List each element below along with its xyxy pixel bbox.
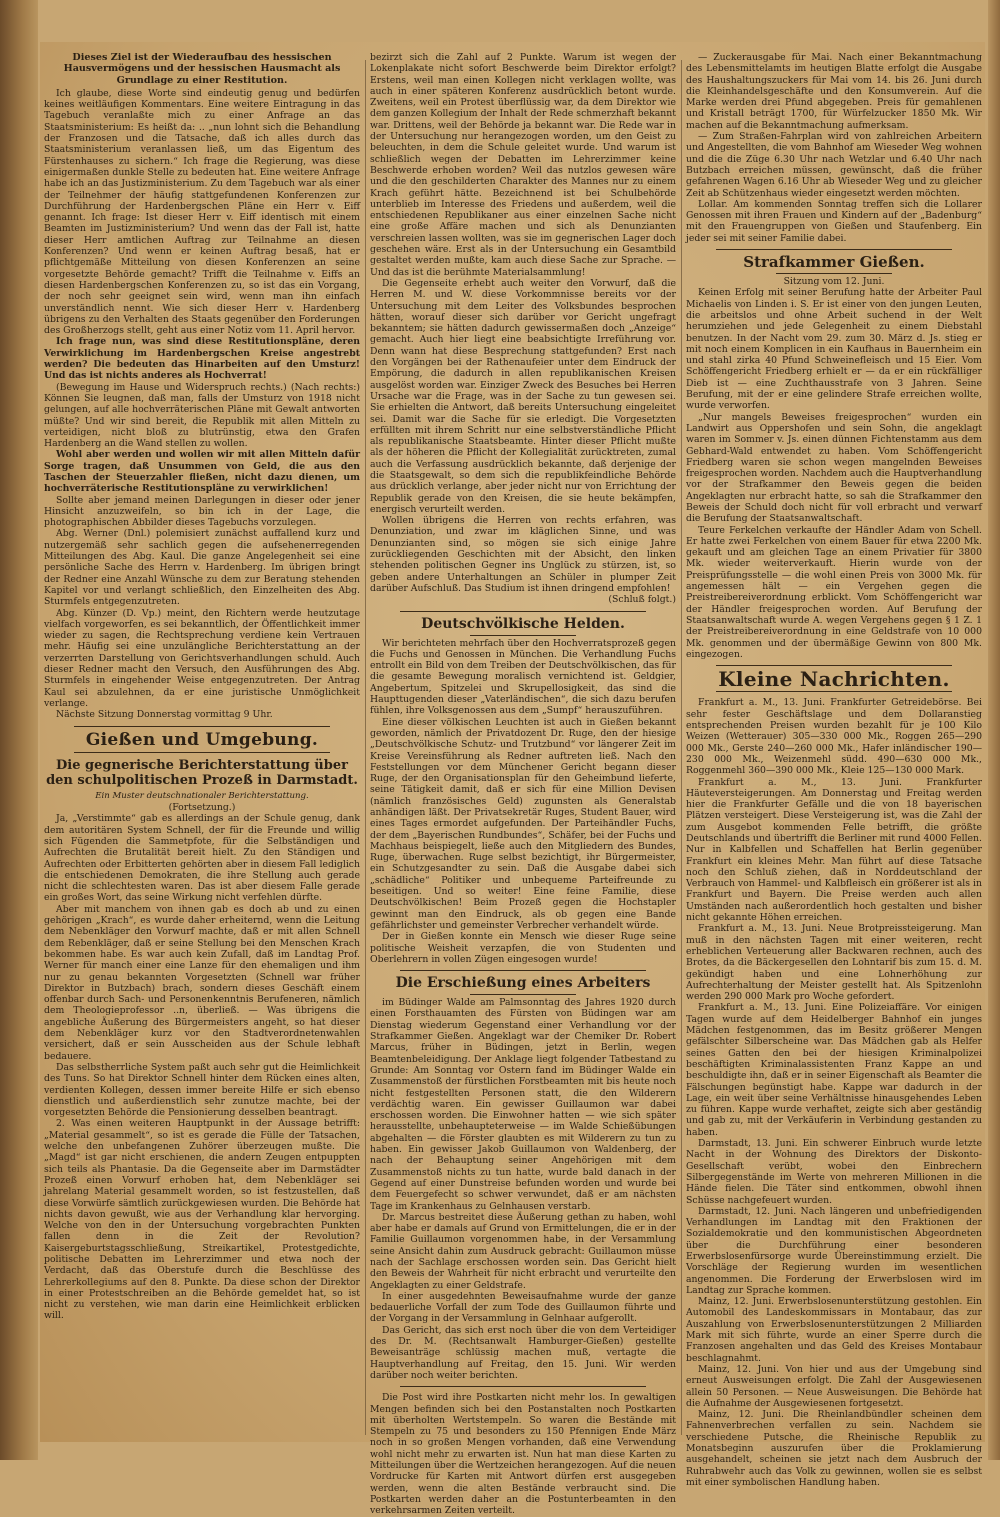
news-item: Frankfurt a. M., 13. Juni. Frankfurter Getreidebörse. Bei sehr fester Geschäftslage und dem Dollaranstieg entsprechenden Preisen wurden bezahlt für je 100 Kilo Weizen (Wetterauer) 305—330 000 Mk., Roggen 265—290 000 Mk., Gerste 240—260 000 Mk., Hafer inländischer 190—230 000 Mk., Weizenmehl südd. 490—630 000 Mk., Roggenmehl 360—390 000 Mk., Kleie 125—130 000 Mark. (686, 697, 982, 777)
paragraph: Abg. Künzer (D. Vp.) meint, den Richtern werde heutzutage vielfach vorgeworfen, es sei bekanntlich, der Öffentlichkeit immer wieder zu sagen, die Rechtsprechung verdiene kein Vertrauen mehr. Häufig sei eine unzulängliche Berichterstattung an der verzerrten Darstellung von Gerichtsverhandlungen schuld. Auch dieser Redner macht den Versuch, den Ausführungen des Abg. Sturmfels in eingehender Weise entgegenzutreten. Der Antrag Kaul sei abzulehnen, da er eine juristische Unmöglichkeit verlange. (44, 607, 360, 709)
paragraph: Das selbstherrliche System paßt auch sehr gut die Heimlichkeit des Tuns. So hat Direktor Schnell hinter dem Rücken eines alten, verdienten Kollegen, dessen immer bereite Hilfe er sich ebenso dienstlich und außerdienstlich sehr zunutze machte, bei der vorgesetzten Behörde die Pensionierung desselben beantragt. (44, 1061, 360, 1119)
section-heading: Strafkammer Gießen. (743, 253, 925, 272)
paragraph: Dr. Marcus bestreitet diese Äußerung gethan zu haben, wohl aber habe er damals auf Grund von Ermittelungen, die er in der Familie Guillaumon vorgenommen habe, in der Versammlung seine Ansicht dahin zum Ausdruck gebracht: Guillaumon müsse nach der Sachlage erschossen worden sein. Das Gericht hielt den Beweis der Wahrheit für nicht erbracht und verurteilte den Angeklagten zu einer Geldstrafe. (370, 1211, 676, 1291)
divider (470, 994, 576, 995)
news-item: Mainz, 12. Juni. Erwerbslosenunterstützung gestohlen. Ein Automobil des Landeskommissars in Montabaur, das zur Auszahlung von Erwerbslosenunterstützungen 2 Milliarden Mark mit sich führte, wurde an einer Sperre durch die Franzosen angehalten und das Geld des Kreises Montabaur beschlagnahmt. (686, 1296, 982, 1364)
news-item: Frankfurt a. M., 13. Juni. Eine Polizeiaffäre. Vor einigen Tagen wurde auf dem Heidelberger Bahnhof ein junges Mädchen festgenommen, das im Besitz größerer Mengen gefälschter Silberscheine war. Das Mädchen gab als Helfer seines Gatten den bei der hiesigen Kriminalpolizei beschäftigten Kriminalassistenten Franz Kappe an und beschuldigte ihn, daß er in seiner Eigenschaft als Beamter die Fälschungen begünstigt habe. Kappe war dadurch in der Lage, ein weit über seine Verhältnisse hinausgehendes Leben zu führen. Kappe wurde verhaftet, zeigte sich aber geständig und gab zu, mit der Verkäuferin in Verbindung gestanden zu haben. (686, 1002, 982, 1138)
divider (716, 249, 952, 250)
paragraph: Das Gericht, das sich erst noch über die von dem Verteidiger des Dr. M. (Rechtsanwalt Hamburger-Gießen) gestellte Beweisanträge schlüssig machen muß, vertagte die Hauptverhandlung auf Freitag, den 15. Juni. Wir werden darüber noch weiter berichten. (370, 1324, 676, 1381)
paragraph: bezirzt sich die Zahl auf 2 Punkte. Warum ist wegen der Lokenplakate nicht sofort Beschwerde beim Direktor erfolgt? Erstens, weil man einen Kollegen nicht verklagen wollte, was auch in einer späteren Konferenz ausdrücklich betont wurde. Zweitens, weil ein Protest überflüssig war, da dem Direktor wie dem ganzen Kollegium der Inhalt der Rede schmerzhaft bekannt war. Drittens, weil der Behörde ja bekannt war. Die Rede war in der Untersuchung nur herangezogen worden, um den Geist zu beleuchten, in dem die Schule geleitet wurde. Und warum ist schließlich wegen der Debatten im Lehrerzimmer keine Beschwerde erhoben worden? Weil das nutzlos gewesen wäre und die den geschilderten Charakter des Mannes nur zu einem Krach geführt hätte. Bezeichnend ist bei Schulbehörde unterblieb im Interesse des Friedens und außerdem, weil die entschiedenen Republikaner aus einer einzelnen Sache nicht eine große Affäre machen und sich als Denunzianten verschreien lassen wollten, was sie im gegnerischen Lager doch geschehen wäre. Erst als in der Untersuchung ein Gesamtbild gestaltet werden mußte, kam auch diese Sache zur Sprache. — Und das ist die berühmte Materialsammlung! (370, 52, 676, 278)
column-2 (370, 52, 676, 1517)
article-title: Deutschvölkische Helden. (421, 615, 625, 632)
paragraph: Die Gegenseite erhebt auch weiter den Vorwurf, daß die Herren M. und W. diese Vorkommnisse bereits vor der Untersuchung mit dem Leiter des Volksbundes besprochen hätten, worauf dieser sich darüber vor Gericht ungefragt bekanntem; sie hätten dadurch gewissermaßen doch „Anzeige“ gemacht. Auch hier liegt eine beabsichtigte Irreführung vor. Denn wann hat diese Besprechung stattgefunden? Erst nach den Vorgängen bei der Rathenaufeier unter dem Eindruck der Empörung, die dadurch in allen republikanischen Kreisen ausgelöst worden war. Einziger Zweck des Besuches bei Herren Ursache war die Frage, was in der Sache zu tun gewesen sei. Sie erhielten die Antwort, daß bereits Untersuchung eingeleitet sei. Damit war die Sache für sie erledigt. Die Vorgesetzten erfüllten mit ihrem Schritt nur eine selbstverständliche Pflicht als republikanische Staatsbeamte. Hinter dieser Pflicht mußte als der höheren die Pflicht der Kollegialität zurücktreten, zumal auch die Verfassung ausdrücklich bekannte, daß derjenige der die Staatsgewalt, so dem sich die republikfeindliche Behörde aus drücklich verlange, aber jeder nicht nur von Errichtung der Republik gerade von den Kreisen, die sie heute bekämpfen, energisch verurteilt werden. (370, 277, 676, 515)
paragraph: — Zuckerausgabe für Mai. Nach einer Bekanntmachung des Lebensmittelamts im heutigen Blatte erfolgt die Ausgabe des Haushaltungszuckers für Mai vom 14. bis 26. Juni durch die Kleinhandelsgeschäfte und den Konsumverein. Auf die Marke werden drei Pfund abgegeben. Preis für gemahlenen und Kristall beträgt 1700, für Würfelzucker 1850 Mk. Wir machen auf die Bekanntmachung aufmerksam. (686, 52, 982, 131)
paragraph: Wir berichteten mehrfach über den Hochverratsprozeß gegen die Fuchs und Genossen in München. Die Verhandlung Fuchs entrollt ein Bild von dem Treiben der Deutschvölkischen, das für die gesamte Bewegung moralisch vernichtend ist. Geldgier, Angebertum, Spitzelei und Skrupellosigkeit, das sind die Haupttugenden dieser „Vaterländischen“, die sich dazu berufen fühlen, ihre Volksgenossen aus dem „Sumpf“ herauszuführen. (370, 637, 676, 717)
book-binding (0, 0, 38, 1460)
divider (716, 665, 952, 666)
paragraph: (Bewegung im Hause und Widerspruch rechts.) (Nach rechts:) Können Sie leugnen, daß man, falls der Umsturz von 1918 nicht gelungen, auf alle hochverräterischen Pläne mit Gewalt antworten müßte? Und wir sind bereit, die Republik mit allen Mitteln zu verteidigen, nicht bloß zu blutrünstig, etwa den Grafen Hardenberg an die Wand stellen zu wollen. (44, 381, 360, 450)
news-item: Darmstadt, 12. Juni. Nach längeren und unbefriedigenden Verhandlungen im Landtag mit den Fraktionen der Sozialdemokratie und den kommunistischen Abgeordneten über die Durchführung einer besonderen Erwerbslosenfürsorge wurde Übereinstimmung erzielt. Die Vorschläge der Regierung wurden im wesentlichen angenommen. Die Forderung der Erwerbslosen wird im Landtag zur Sprache kommen. (686, 1205, 982, 1296)
column-1 (44, 52, 360, 1437)
paragraph: Ja, „Verstimmte“ gab es allerdings an der Schule genug, dank dem autoritären System Schnell, der für die Freunde und willig sich Fügenden die Sammetpfote, für die Selbständigen und Aufrechten die Brutalität bereit hielt. Zu den Ständigen und Aufrechten oder Erbitterten gehörten aber in diesem Fall lediglich die entschiedenen Demokraten, die ihre Stellung auch gerade nicht die schlechtesten waren. Das ist aber diesem Falle gerade ein großes Wort, das seine Wirkung nicht verfehlen dürfte. (44, 813, 360, 904)
news-item: Mainz, 12. Juni. Von hier und aus der Umgebung sind erneut Ausweisungen erfolgt. Die Zahl der Ausgewiesenen allein 50 Personen. — Neue Ausweisungen. Die Behörde hat die Aufnahme der Ausgewiesenen fortgesetzt. (686, 1363, 982, 1409)
paragraph: — Zum Straßen-Fahrplan wird von zahlreichen Arbeitern und Angestellten, die vom Bahnhof am Wieseder Weg wohnen und die die Züge 6.30 Uhr nach Wetzlar und 6.40 Uhr nach Butzbach erreichen müssen, gewünscht, daß die früher gefahrenen Wagen 6.16 Uhr ab Wieseder Weg und zu gleicher Zeit ab Schützenhaus wieder eingesetzt werden möchten. (686, 131, 982, 199)
column-rule (681, 60, 682, 1435)
intro-quote: Dieses Ziel ist der Wiederaufbau des hessischen Hausvermögens und der hessischen Hausmacht als Grundlage zu einer Restitution. (63, 52, 341, 86)
paragraph: Aber mit manchem von ihnen gab es doch ab und zu einen gehörigen „Krach“, es wurde daher erheiternd, wenn die Leitung dem Nebenkläger den Vorwurf machte, daß er mit allen Schnell dem Rebenkläger, daß er seine Stellung bei den Menschen Krach bekommen habe. Es war auch kein Zufall, daß im Landtag Prof. Werner für manch einer eine Lanze für den ehemaligen und ihm nur zu genau bekannten Vorgesetzten (Schnell war früher Direktor in Butzbach) brach, sondern dieses Geschäft einem offenbar durch Sach- und Personenkenntnis Berufeneren, nämlich dem Theologieprofessor ..n, überließ. — Was übrigens die angebliche Äußerung des Bürgermeisters angeht, so hat dieser dem Nebenkläger kurz vor den Stadtverordnetenwahlen versichert, daß er sein Ausscheiden aus der Schule lebhaft bedauere. (44, 903, 360, 1062)
paragraph: Die Post wird ihre Postkarten nicht mehr los. In gewaltigen Mengen befinden sich bei den Postanstalten noch Postkarten mit überholten Wertstempeln. So waren die Bestände mit Stempeln zu 75 und besonders zu 150 Pfennigen Ende März noch in so großen Mengen vorhanden, daß eine Verwendung wohl nicht mehr zu erwarten ist. Nun hat man diese Karten zu Mitteilungen über die Wertzeichen herangezogen. Auf die neuen Vordrucke für Karten mit Antwort dürfen erst ausgegeben werden, wenn die alten Bestände verbraucht sind. Die Postkarten werden daher an die Postunterbeamten in den verkehrsarmen Zeiten verteilt. (370, 1392, 676, 1517)
paragraph: Keinen Erfolg mit seiner Berufung hatte der Arbeiter Paul Michaelis von Linden i. S. Er ist einer von den jungen Leuten, die arbeitslos und ohne Arbeit suchend in der Welt herumziehen und jede Gelegenheit zu einem Diebstahl benutzen. In der Nacht vom 29. zum 30. März d. Js. stieg er mit noch einem Komplicen in ein Kaufhaus in Bauernheim ein und stahl zirka 40 Pfund Schweinefleisch und 15 Eier. Vom Schöffengericht Friedberg erhielt er — da er ein rückfälliger Dieb ist — eine Zuchthausstrafe von 3 Jahren. Seine Berufung, mit der er eine gelindere Strafe erreichen wollte, wurde verworfen. (686, 287, 982, 412)
news-item: Frankfurt a. M., 13. Juni. Frankfurter Häuteversteigerungen. Am Donnerstag und Freitag werden hier die Frankfurter Gefälle und die von 18 bayerischen Plätzen versteigert. Diese Versteigerung ist, was die Zahl der zum Ausgebot kommenden Felle betrifft, die größte Deutschlands und übertrifft die Berliner mit rund 4000 Fellen. Nur in Kalbfellen und Schaffellen hat Berlin gegenüber Frankfurt ein kleines Mehr. Man führt auf diese Tatsache noch den Schluß ziehen, daß in Norddeutschland der Verbrauch von Hammel- und Kalbfleisch ein größerer ist als in Frankfurt und Bayern. Die Preise werden auch allen Umständen nach außerordentlich hoch gestalten und bisher nicht gekannte Höhen erreichen. (686, 776, 982, 924)
paragraph: Wollen übrigens die Herren von rechts erfahren, was Denunziation, und zwar im kläglichen Sinne, und was Denunzianten sind, so mögen sie sich einige Jahre zurückliegenden Geschichten mit der Absicht, den linken stehenden politischen Gegner ins Unglück zu stürzen, ist, so geben andere Unterhaltungen an Schüler in plumper Zeit darüber Aufschluß. Das Studium ist ihnen dringend empfohlen! (370, 515, 676, 594)
paragraph: In einer ausgedehnten Beweisaufnahme wurde der ganze bedauerliche Vorfall der zum Tode des Guillaumon führte und der Vorgang in der Versammlung in Gelnhaar aufgerollt. (370, 1290, 676, 1325)
to-be-continued: (Schluß folgt.) (608, 594, 676, 606)
divider (400, 1386, 646, 1387)
paragraph: Der in Gießen konnte ein Mensch wie dieser Ruge seine politische Weisheit verzapfen, die von Studenten und Oberlehrern in vollen Zügen eingesogen wurde! (370, 931, 676, 965)
article-title: Die gegnerische Berichterstattung über den schulpolitischen Prozeß in Darmstadt. (46, 757, 358, 788)
continuation-note: (Fortsetzung.) (168, 802, 236, 814)
article-subtitle: Ein Muster deutschnationaler Berichterstattung. (95, 790, 309, 801)
section-heading: Gießen und Umgebung. (85, 729, 319, 750)
paragraph: „Nur mangels Beweises freigesprochen“ wurden ein Landwirt aus Oppershofen und sein Sohn, die angeklagt waren im Sommer v. Js. einen dünnen Fichtenstamm aus dem Gebhard-Wald entwendet zu haben. Vom Schöffengericht Friedberg waren sie schon wegen mangelnden Beweises freigesprochen worden. Nachdem auch die Hauptverhandlung vor der Strafkammer den Beweis gegen die beiden Angeklagten nur erbracht hatte, so sah die Strafkammer den Beweis der Schuld doch nicht für voll erbracht und verwarf die Berufung der Staatsanwaltschaft. (686, 411, 982, 525)
paragraph: Lollar. Am kommenden Sonntag treffen sich die Lollarer Genossen mit ihren Frauen und Kindern auf der „Badenburg“ mit den Frauengruppen von Gießen und Staufenberg. Ein jeder sei mit seiner Familie dabei. (686, 198, 982, 244)
divider (400, 611, 646, 612)
session-date: Sitzung vom 12. Juni. (783, 276, 885, 288)
divider (716, 691, 952, 692)
section-heading: Kleine Nachrichten. (718, 667, 950, 692)
divider (470, 635, 576, 636)
divider (74, 726, 330, 727)
paragraph: 2. Was einen weiteren Hauptpunkt in der Aussage betrifft: „Material gesammelt“, so ist es gerade die Fülle der Tatsachen, welche den unbefangenen Zuhörer überzeugen mußte. Die „Magd“ ist gar nicht erschienen, die andern Zeugen entpuppten sich teils als Phantasie. Da die Gegenseite aber im Darmstädter Prozeß einen Vorwurf erhoben hat, dem Nebenkläger sei jahrelang Material gesammelt worden, so ist festzustellen, daß diese Vorwürfe sämtlich zurückgewiesen wurden. Die Behörde hat nichts davon gewußt, wie aus der Verhandlung klar hervorging. Welche von den in der Untersuchung vorgebrachten Punkten fallen denn in die Zeit der Revolution? Kaisergeburtstagsschließung, Streikartikel, Protestgedichte, politische Debatten im Lehrerzimmer und etwa noch der Verdacht, daß das Oberstufe durch die Beschlüsse des Lehrerkollegiums auf den 8. Punkte. Da diese schon der Direktor in einer Protestschreiben an die Behörde gemeldet hat, so ist nicht zu verstehen, wie man darin eine Heimlichkeit erblicken will. (44, 1118, 360, 1322)
paragraph: Sollte aber jemand meinen Darlegungen in dieser oder jener Hinsicht anzuzweifeln, so bin ich in der Lage, die photographischen Abbilder dieses Tagebuchs vorzulegen. (44, 494, 360, 529)
divider (776, 273, 892, 274)
column-rule (365, 60, 366, 1435)
news-item: Frankfurt a. M., 13. Juni. Neue Brotpreissteigerung. Man muß in den nächsten Tagen mit einer weiteren, recht erheblichen Verteuerung aller Backwaren rechnen, auch des Brotes, da die Bäckergesellen den Lohntarif bis zum 15. d. M. gekündigt haben und eine Lohnerhöhung zur Aufrechterhaltung der Meister gestellt hat. Als Spitzenlohn werden 290 000 Mark pro Woche gefordert. (686, 923, 982, 1003)
next-session: Nächste Sitzung Donnerstag vormittag 9 Uhr. (56, 709, 273, 721)
news-item: Darmstadt, 13. Juni. Ein schwerer Einbruch wurde letzte Nacht in der Wohnung des Direktors der Diskonto-Gesellschaft verübt, wobei den Einbrechern Silbergegenstände im Werte von mehreren Millionen in die Hände fielen. Die Täter sind entkommen, obwohl ihnen Schüsse nachgefeuert wurden. (686, 1138, 982, 1206)
paragraph: Wohl aber werden und wollen wir mit allen Mitteln dafür Sorge tragen, daß Unsummen von Geld, die aus den Taschen der Steuerzahler fließen, nicht dazu dienen, um hochverräterische Restitutionspläne zu verwirklichen! (44, 449, 360, 495)
news-item: Mainz, 12. Juni. Die Rheinlandbündler scheinen dem Fahnenverbrechen verfallen zu sein. Nachdem sie verschiedene Putsche, die Rheinische Republik zu Monatsbeginn auszurufen über die Proklamierung ausgehandelt, scheinen sie jetzt nach dem Ausbruch der Ruhrabwehr auch das Volk zu gewinnen, wollen sie es selbst mit einer symbolischen Handlung haben. (686, 1409, 982, 1488)
paragraph: Ich frage nun, was sind diese Restitutionspläne, deren Verwirklichung im Hardenbergschen Kreise angestrebt werden? Die bedeuten das Hinarbeiten auf den Umsturz! Und das ist nichts anderes als Hochverrat! (44, 336, 360, 382)
paragraph: Teure Ferkelchen verkaufte der Händler Adam von Schell. Er hatte zwei Ferkelchen von einem Bauer für etwa 2200 Mk. gekauft und am gleichen Tage an einem Privatier für 3800 Mk. wieder weiterverkauft. Hierin wurde von der Preisprüfungsstelle — die wohl einen Preis von 3000 Mk. für angemessen hält — ein Vergehen gegen die Preistreibereiverordnung erblickt. Vom Schöffengericht war der Händler freigesprochen worden. Auf Berufung der Staatsanwaltschaft wurde A. wegen Vergehens gegen § 1 Z. 1 der Preistreibereiverordnung in eine Geldstrafe von 10 000 Mk. genommen und der übermäßige Gewinn von 800 Mk. eingezogen. (686, 524, 982, 660)
column-3 (686, 52, 982, 1488)
paragraph: im Büdinger Walde am Palmsonntag des Jahres 1920 durch einen Forsthauamten des Fürsten von Büdingen war am Dienstag wiederum Gegenstand einer Verhandlung vor der Strafkammer Gießen. Angeklagt war der Chemiker Dr. Robert Marcus, früher in Büdingen, jetzt in Berlin, wegen Beamtenbeleidigung. Der Anklage liegt folgender Tatbestand zu Grunde: Am Sonntag vor Ostern fand im Büdinger Walde ein Zusammenstoß der fürstlichen Forstbeamten mit bis heute noch nicht festgestellten Personen statt, die den Wilderern verdächtig waren. Ein gewisser Guillaumon war dabei erschossen worden. Die Einwohner hatten — wie sich später herausstellte, unbehaupteterweise — im Walde Schießübungen abgehalten — die Förster glaubten es mit Wilderern zu tun zu haben. Ein gewisser Jakob Guillaumon von Waldenberg, der nach der Behauptung seiner Angehörigen mit dem Zusammenstoß nichts zu tun hatte, wurde bald danach in der Gegend auf einer Dunstreise befunden worden und wurde bei dem Feuergefecht so schwer verwundet, daß er am nächsten Tage im Krankenhaus zu Gelnhausen verstarb. (370, 997, 676, 1212)
article-title: Die Erschießung eines Arbeiters (395, 975, 651, 992)
newspaper-page (40, 42, 985, 1517)
paragraph: Abg. Werner (Dnl.) polemisiert zunächst auffallend kurz und nutzergemäß sehr sachlich gegen die aufsehenerregenden Mitteilungen des Abg. Kaul. Die ganze Angelegenheit sei eine persönliche Sache des Herrn v. Hardenberg. Im übrigen bringt der Redner eine Anzahl Wünsche zu dem zur Beratung stehenden Kapitel vor und verlangt schließlich, den Einzelheiten des Abg. Sturmfels entgegenzutreten. (44, 528, 360, 608)
paragraph: Ich glaube, diese Worte sind eindeutig genug und bedürfen keines weitläufigen Kommentars. Eine weitere Eintragung in das Tagebuch veranlaßte mich zu einer Anfrage an das Staatsministerium: Es heißt da: .. „nun lohnt sich die Behandlung der Franzosen und die Tatsache, daß ich alles durch das Staatsministerium veranlassen ließ, um das Eigentum des Fürstenhauses zu sichern.“ Ich frage die Regierung, was diese einigermaßen dunkle Stelle zu bedeuten hat. Eine weitere Anfrage habe ich an das Justizministerium. Zu dem Tagebuch war als einer der Teilnehmer der häufig stattgefundenen Konferenzen zur Durchführung der Hardenbergschen Pläne ein Herr v. Eiff genannt. Ich frage: Ist dieser Herr v. Eiff identisch mit einem Beamten im Justizministerium? Und wenn das der Fall ist, hatte dieser Herr amtlichen Auftrag zur Teilnahme an diesen Konferenzen? Und wenn er keinen Auftrag besaß, hat er pflichtgemäße Mitteilung von diesen Konferenzen an seine vorgesetzte Behörde gemacht? Trifft die Teilnahme v. Eiffs an diesen Hardenbergschen Konferenzen zu, so ist das ein Vorgang, der noch sehr geeignet sein wird, wenn man ihn einfach unverständlich nennt. Wie sich dieser Herr v. Hardenberg übrigens zu den Verhalten des Staats gegenüber den Forderungen des Großherzogs stellt, geht aus einer Notiz vom 11. April hervor. (44, 87, 360, 337)
divider (74, 752, 330, 753)
page-edge (988, 0, 1000, 1460)
paragraph: Eine dieser völkischen Leuchten ist auch in Gießen bekannt geworden, nämlich der Privatdozent Dr. Ruge, den der hiesige „Deutschvölkische Schutz- und Trutzbund“ vor längerer Zeit im Kreise Vereinsführung als Redner auftreten ließ. Nach den Feststellungen vor dem Münchener Gericht begann dieser Ruge, der den Organisationsplan für den Geheimbund lieferte, seine Tätigkeit damit, daß er sich für eine Million Devisen (nämlich französisches Geld) zugunsten als Generalstab anhändigen läßt. Der Privatsekretär Ruges, Student Bauer, wird eines Tages ermordet aufgefunden. Der Parteihändler Fuchs, der dem „Bayerischen Rundbundes“, Schäfer, bei der Fuchs und Machhaus beispiegelt, ließe auch den Mitgliedern des Bundes, Ruge, überwachen. Ruge selbst bezichtigt, ihr Bürgermeister, ein Schutzgesandter zu sein. Daß die Ausgabe dabei sich „schädliche“ Politiker und unbequeme Parteifreunde zu beseitigen. Und so weiter! Eine feine Familie, diese Deutschvölkischen! Beim Prozeß gegen die Hochstapler gewinnt man den Eindruck, als ob gegen eine Bande gefährlichster und gemeinster Verbrecher verhandelt würde. (370, 716, 676, 931)
divider (400, 970, 646, 971)
